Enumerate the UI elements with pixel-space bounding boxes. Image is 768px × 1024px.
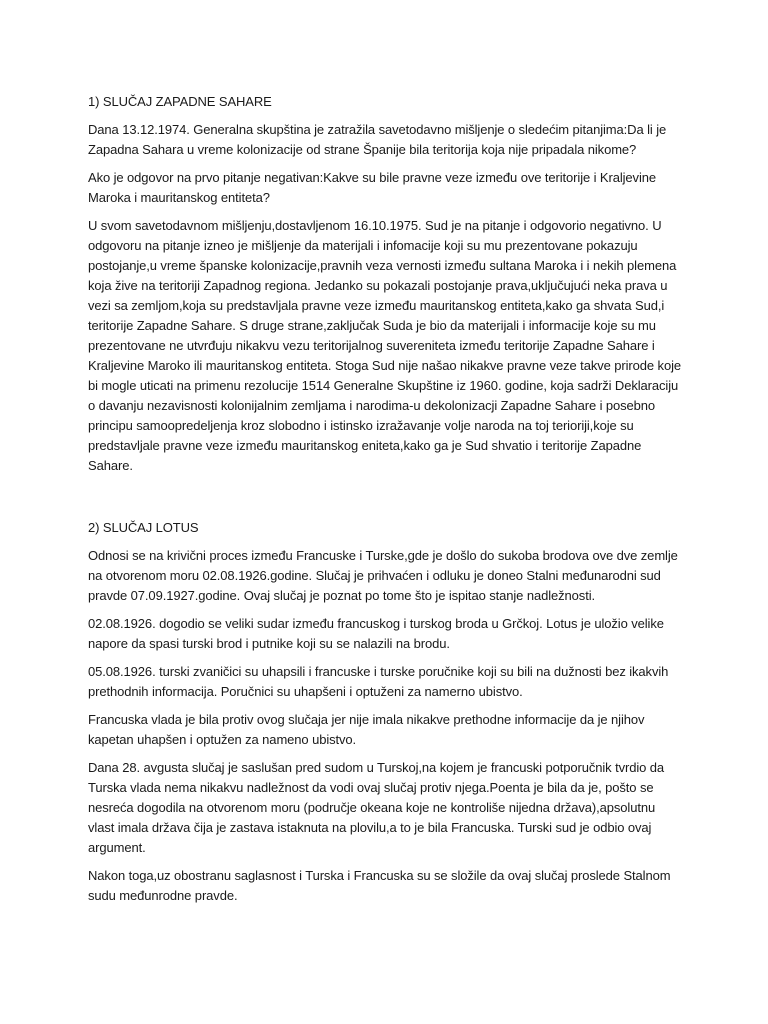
paragraph: U svom savetodavnom mišljenju,dostavljenom 16.10.1975. Sud je na pitanje i odgovorio negativno. U odgovoru na pitanje izneo je mišljenje da materijali i infomacije koji su mu prezentovane pokazuju postojanje,u vreme španske kolonizacije,pravnih veza vernosti između sultana Maroka i i nekih plemena koja žive na teritoriji Zapadnog regiona. Jedanko su pokazali postojanje prava,uključujući neka prava u vezi sa zemljom,koja su predstavljala pravne veze između mauritanskog entiteta,kako ga shvata Sud,i teritorije Zapadne Sahare. S druge strane,zaključak Suda je bio da materijali i informacije koje su mu prezentovane ne utvrđuju nikakvu vezu teritorijalnog suvereniteta između teritorije Zapadne Sahare i Kraljevine Maroko ili mauritanskog entiteta. Stoga Sud nije našao nikakve pravne veze takve prirode koje bi mogle uticati na primenu rezolucije 1514 Generalne Skupštine iz 1960. godine, koja sadrži Deklaraciju o davanju nezavisnosti kolonijalnim zemljama i narodima-u dekolonizacji Zapadne Sahare i posebno principu samoopredeljenja kroz slobodno i istinsko izražavanje volje naroda na toj terioriji,koje su predstavljale pravne veze između mauritanskog eniteta,kako ga je Sud shvatio i teritorije Zapadne Sahare. <box>88 218 681 473</box>
paragraph: Francuska vlada je bila protiv ovog slučaja jer nije imala nikakve prethodne informacije da je njihov kapetan uhapšen i optužen za nameno ubistvo. <box>88 712 645 747</box>
section-heading: 1) SLUČAJ ZAPADNE SAHARE <box>88 94 272 109</box>
paragraph: Ako je odgovor na prvo pitanje negativan:Kakve su bile pravne veze između ove teritorije i Kraljevine Maroka i mauritanskog entiteta? <box>88 170 657 205</box>
paragraph: Dana 13.12.1974. Generalna skupština je zatražila savetodavno mišljenje o sledećim pitanjima:Da li je Zapadna Sahara u vreme kolonizacije od strane Španije bila teritorija koja nije pripadala nikome? <box>88 122 667 157</box>
section-spacer <box>88 484 684 518</box>
section-heading: 2) SLUČAJ LOTUS <box>88 520 199 535</box>
section-lotus <box>88 518 684 906</box>
paragraph: Odnosi se na krivični proces između Francuske i Turske,gde je došlo do sukoba brodova ove dve zemlje na otvorenom moru 02.08.1926.godine. Slučaj je prihvaćen i odluku je doneo Stalni međunarodni sud pravde 07.09.1927.godine. Ovaj slučaj je poznat po tome što je ispitao stanje nadležnosti. <box>88 548 678 603</box>
paragraph: Nakon toga,uz obostranu saglasnost i Turska i Francuska su se složile da ovaj slučaj proslede Stalnom sudu međunrodne pravde. <box>88 868 671 903</box>
paragraph: Dana 28. avgusta slučaj je saslušan pred sudom u Turskoj,na kojem je francuski potporučnik tvrdio da Turska vlada nema nikakvu nadležnost da vodi ovaj slučaj protiv njega.Poenta je bila da je, pošto se nesreća dogodila na otvorenom moru (područje okeana koje ne kontroliše nijedna država),apsolutnu vlast imala država čija je zastava istaknuta na plovilu,a to je bila Francuska. Turski sud je odbio ovaj argument. <box>88 760 665 855</box>
paragraph: 02.08.1926. dogodio se veliki sudar između francuskog i turskog broda u Grčkoj. Lotus je uložio velike napore da spasi turski brod i putnike koji su se nalazili na brodu. <box>88 616 664 651</box>
paragraph: 05.08.1926. turski zvaničici su uhapsili i francuske i turske poručnike koji su bili na dužnosti bez ikakvih prethodnih informacija. Poručnici su uhapšeni i optuženi za namerno ubistvo. <box>88 664 669 699</box>
section-western-sahara <box>88 92 684 476</box>
document-page <box>88 92 684 914</box>
